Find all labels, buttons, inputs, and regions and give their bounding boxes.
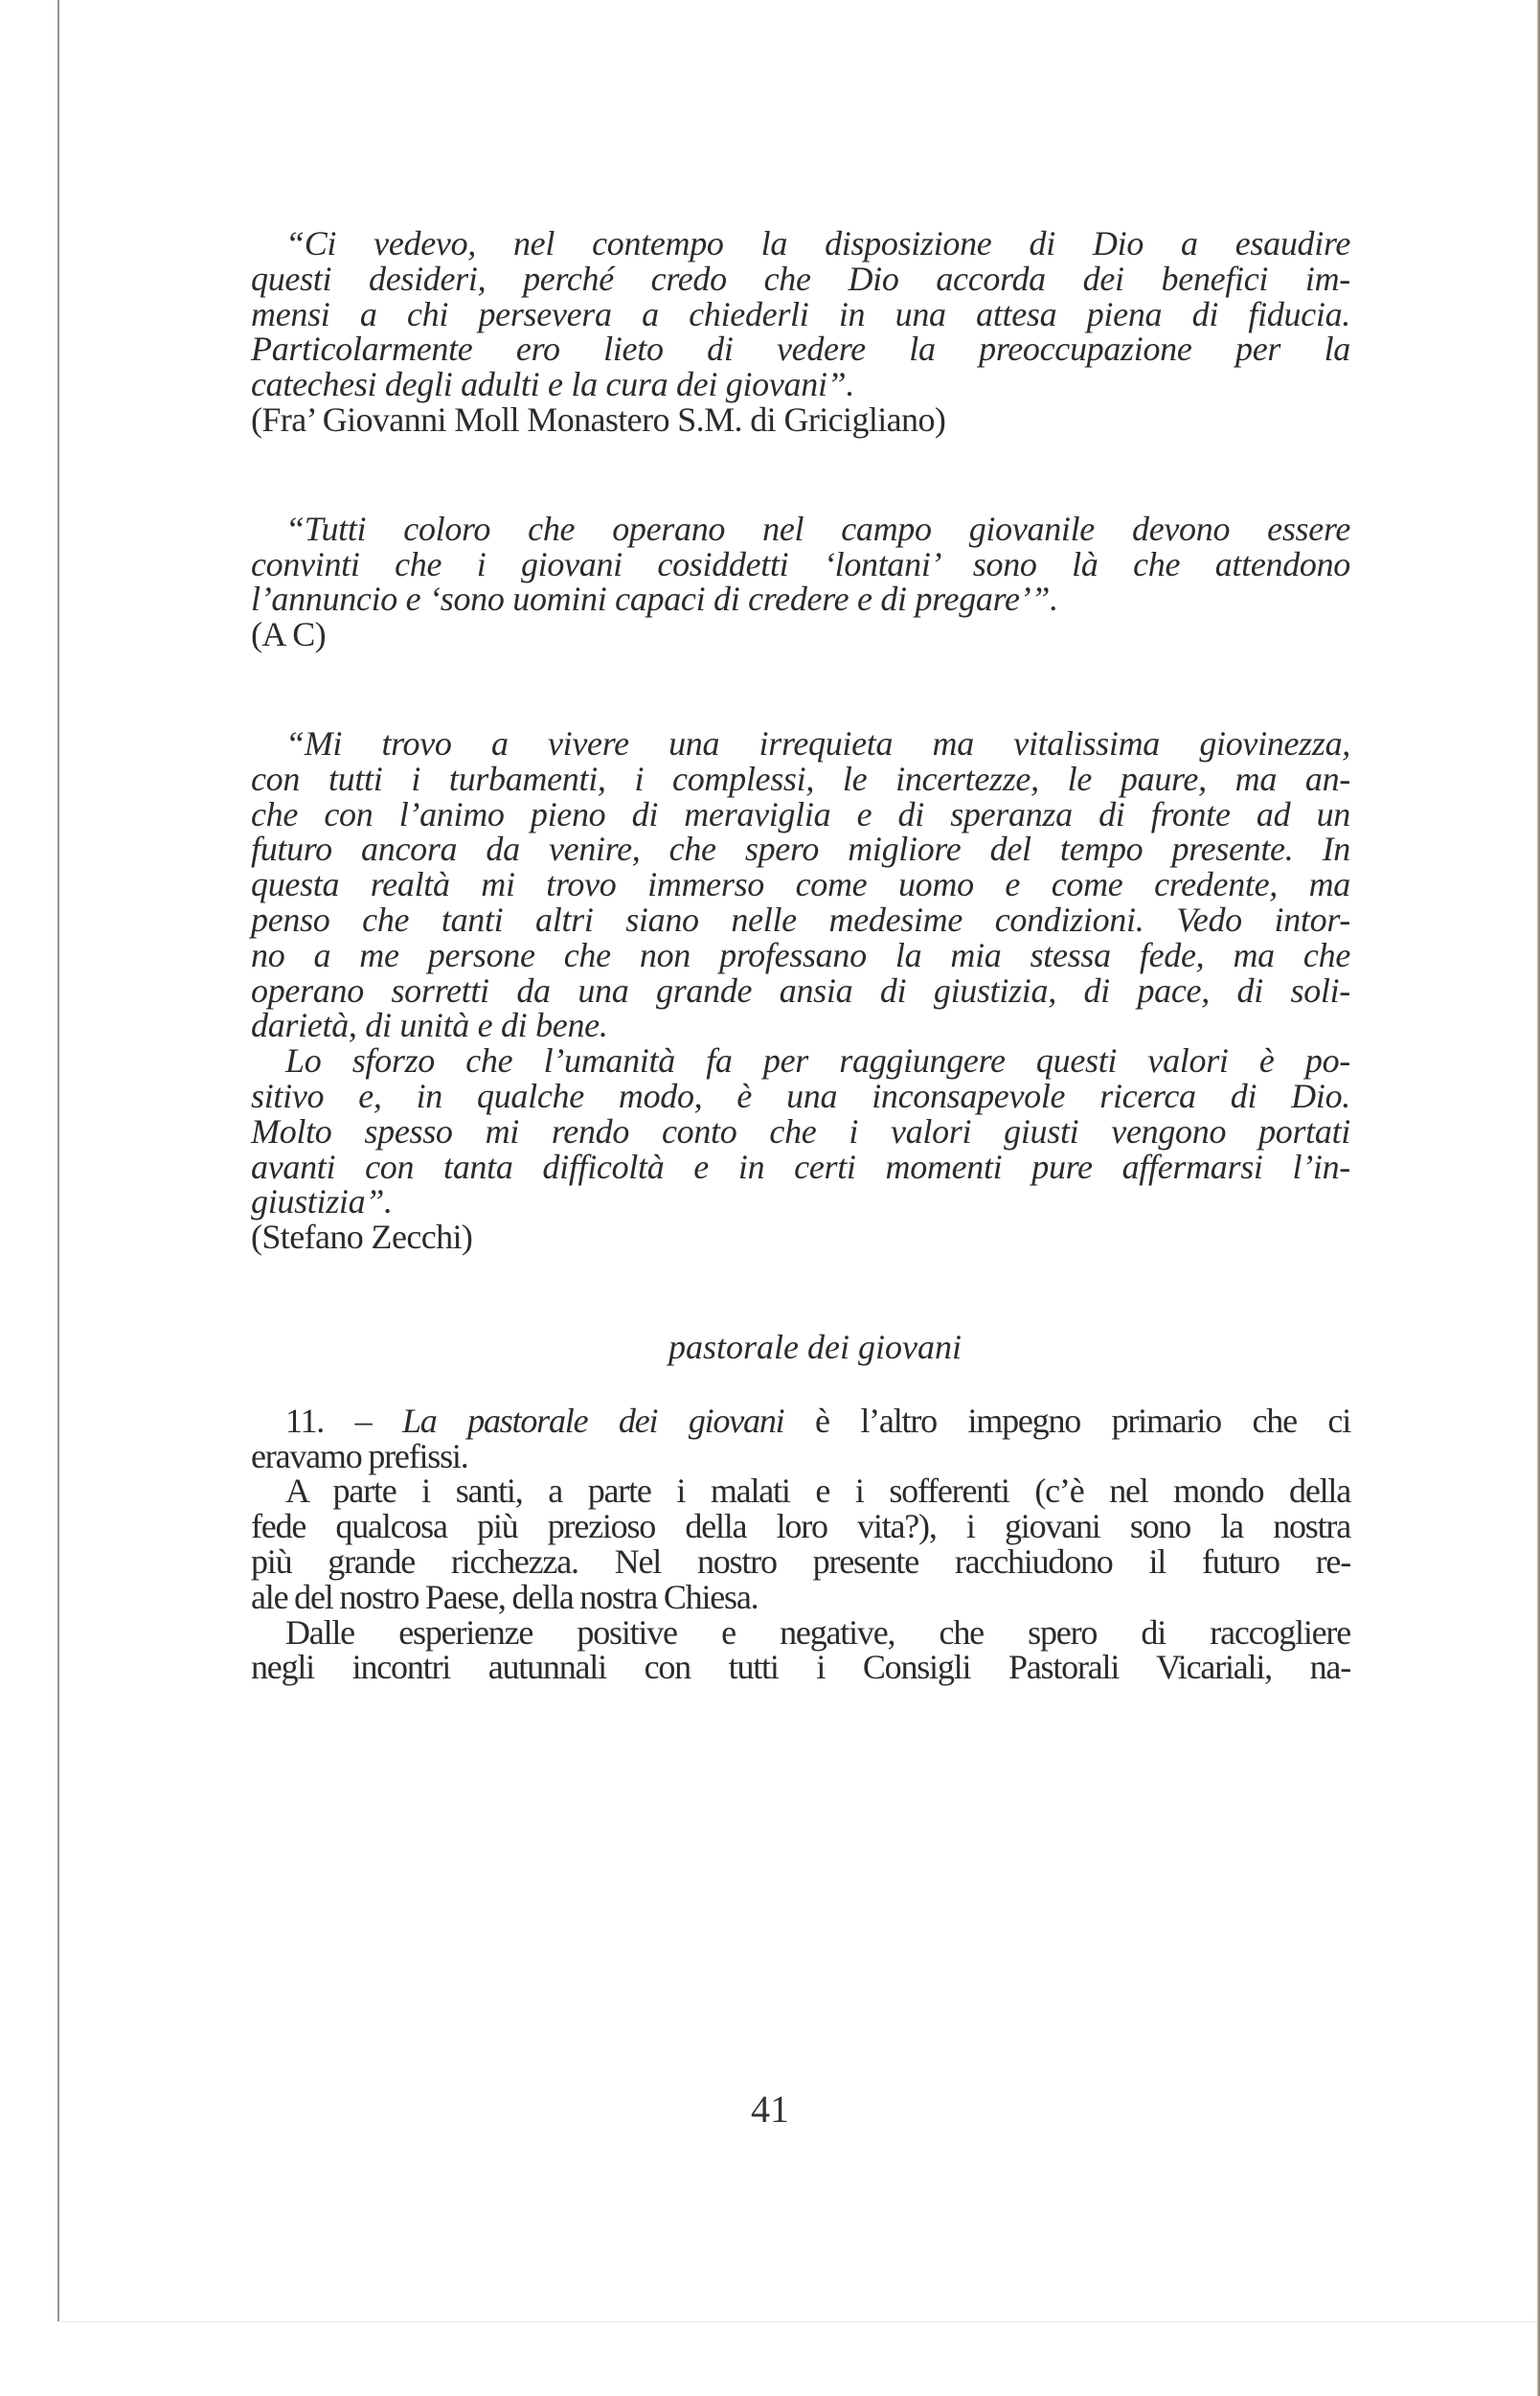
quote-line: “Tutti coloro che operano nel campo giovanile devono essere: [285, 509, 1350, 548]
quote-block-1: [251, 226, 1350, 438]
spacer: [251, 1365, 1350, 1403]
page-bottom-edge: [57, 2321, 1540, 2322]
quote-line: l’annuncio e ‘sono uomini capaci di credere e di pregare’”.: [251, 580, 1058, 619]
paragraph-line: ale del nostro Paese, della nostra Chiesa.: [251, 1577, 759, 1616]
quote-block-2: [251, 509, 1350, 654]
quote-line: futuro ancora da venire, che spero migliore del tempo presente. In: [251, 830, 1350, 869]
quote-line: operano sorretti da una grande ansia di giustizia, di pace, di soli-: [251, 970, 1350, 1010]
spacer: [251, 1255, 1350, 1330]
paragraph-line: A parte i santi, a parte i malati e i sofferenti (c’è nel mondo della: [285, 1472, 1350, 1511]
quote-line: giustizia”.: [251, 1182, 393, 1221]
paragraph-number: 11. –: [285, 1401, 402, 1440]
quote-line: questi desideri, perché credo che Dio accorda dei benefici im-: [251, 259, 1350, 298]
paragraph-line: Dalle esperienze positive e negative, che spero di raccogliere: [285, 1612, 1350, 1652]
quote-line: “Mi trovo a vivere una irrequieta ma vitalissima giovinezza,: [285, 723, 1350, 763]
paragraph-line: fede qualcosa più prezioso della loro vita?), i giovani sono la nostra: [251, 1507, 1350, 1546]
quote-line: che con l’animo pieno di meraviglia e di speranza di fronte ad un: [251, 794, 1350, 833]
quote-line: questa realtà mi trovo immerso come uomo e come credente, ma: [251, 865, 1350, 904]
quote-block-3: [251, 723, 1350, 1257]
paragraph-line: negli incontri autunnali con tutti i Consigli Pastorali Vicariali, na-: [251, 1648, 1350, 1687]
quote-line: sitivo e, in qualche modo, è una inconsapevole ricerca di Dio.: [251, 1076, 1350, 1115]
quote-line: penso che tanti altri siano nelle medesime condizioni. Vedo intor-: [251, 900, 1350, 939]
section-heading: pastorale dei giovani: [668, 1327, 962, 1366]
quote-line: Particolarmente ero lieto di vedere la preoccupazione per la: [251, 330, 1350, 369]
paragraph-line: eravamo prefissi.: [251, 1436, 468, 1475]
quote-line: Lo sforzo che l’umanità fa per raggiungere questi valori è po-: [285, 1041, 1350, 1081]
spacer: [251, 438, 1350, 512]
quote-line: catechesi degli adulti e la cura dei giovani”.: [251, 365, 855, 404]
quote-attribution: (Fra’ Giovanni Moll Monastero S.M. di Gricigliano): [251, 399, 946, 439]
page-number: 41: [751, 2088, 789, 2131]
paragraph-line: [251, 1403, 1350, 1439]
text-column: [251, 226, 1350, 1685]
paragraph-line: più grande ricchezza. Nel nostro presente racchiudono il futuro re-: [251, 1541, 1350, 1581]
quote-attribution: (Stefano Zecchi): [251, 1218, 473, 1257]
emphasis-text: La pastorale dei giovani: [401, 1401, 784, 1440]
quote-line: avanti con tanta difficoltà e in certi momenti pure affermarsi l’in-: [251, 1147, 1350, 1186]
quote-line: con tutti i turbamenti, i complessi, le incertezze, le paure, ma an-: [251, 759, 1350, 798]
quote-line: convinti che i giovani cosiddetti ‘lontani’ sono là che attendono: [251, 544, 1350, 583]
page-left-edge: [57, 0, 59, 2321]
quote-line: “Ci vedevo, nel contempo la disposizione di Dio a esaudire: [285, 224, 1350, 262]
quote-line: no a me persone che non professano la mia stessa fede, ma che: [251, 935, 1350, 974]
spacer: [251, 652, 1350, 726]
quote-line: darietà, di unità e di bene.: [251, 1006, 608, 1045]
body-text: [251, 1403, 1350, 1685]
quote-attribution: (A C): [251, 615, 327, 654]
quote-line: mensi a chi persevera a chiederli in una attesa piena di fiducia.: [251, 294, 1350, 333]
quote-line: Molto spesso mi rendo conto che i valori giusti vengono portati: [251, 1111, 1350, 1151]
paragraph-text: è l’altro impegno primario che ci: [783, 1401, 1351, 1440]
